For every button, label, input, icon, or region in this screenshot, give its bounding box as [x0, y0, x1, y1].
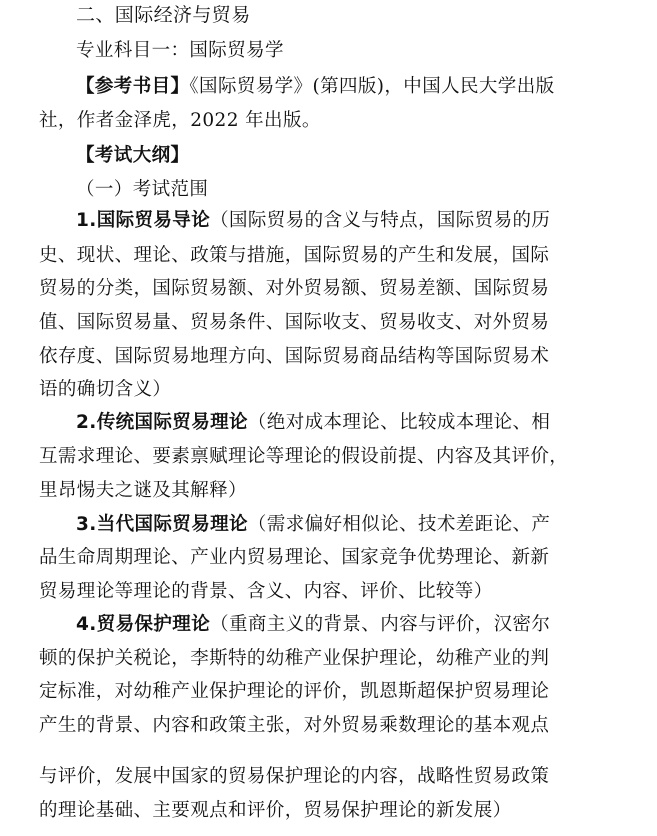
- item-1-line-3: 贸易的分类，国际贸易额、对外贸易额、贸易差额、国际贸易: [39, 278, 550, 299]
- item-4-line-2: 顿的保护关税论，李斯特的幼稚产业保护理论，幼稚产业的判: [39, 648, 550, 669]
- item-1-line-6: 语的确切含义）: [39, 379, 172, 400]
- reference-label: 【参考书目】: [76, 76, 190, 97]
- item-3-heading: 3.当代国际贸易理论: [76, 514, 248, 535]
- item-3-line-3: 贸易理论等理论的背景、含义、内容、评价、比较等）: [39, 581, 493, 602]
- item-2-text: （绝对成本理论、比较成本理论、相: [247, 412, 551, 433]
- item-4-line-4: 产生的背景、内容和政策主张，对外贸易乘数理论的基本观点: [39, 715, 550, 736]
- item-2-line-3: 里昂惕夫之谜及其解释）: [39, 480, 247, 501]
- item-1-line-2: 史、现状、理论、政策与措施，国际贸易的产生和发展，国际: [39, 245, 550, 266]
- item-1-text: （国际贸易的含义与特点，国际贸易的历: [210, 210, 551, 231]
- item-3-line-2: 品生命周期理论、产业内贸易理论、国家竞争优势理论、新新: [39, 547, 550, 568]
- item-4-line-5: 与评价，发展中国家的贸易保护理论的内容，战略性贸易政策: [39, 766, 550, 787]
- item-4-line-1: [76, 612, 550, 638]
- item-4-heading: 4.贸易保护理论: [76, 614, 211, 635]
- outline-label: 【考试大纲】: [76, 145, 190, 166]
- item-4-text: （重商主义的背景、内容与评价，汉密尔: [210, 614, 551, 635]
- section-title: 二、国际经济与贸易: [76, 4, 251, 26]
- item-1-heading: 1.国际贸易导论: [76, 210, 211, 231]
- item-4-line-6: 的理论基础、主要观点和评价，贸易保护理论的新发展）: [39, 800, 512, 821]
- reference-line-1: [76, 74, 555, 100]
- reference-text-1: 《国际贸易学》(第四版)，中国人民大学出版: [189, 76, 555, 97]
- item-1-line-5: 依存度、国际贸易地理方向、国际贸易商品结构等国际贸易术: [39, 346, 550, 367]
- scope-label: （一）考试范围: [76, 179, 209, 200]
- item-2-line-2: 互需求理论、要素禀赋理论等理论的假设前提、内容及其评价，: [39, 446, 569, 467]
- subject-line: 专业科目一：国际贸易学: [76, 40, 284, 61]
- item-4-line-3: 定标准，对幼稚产业保护理论的评价，凯恩斯超保护贸易理论: [39, 681, 550, 702]
- item-1-line-1: [76, 208, 550, 234]
- item-3-line-1: [76, 512, 550, 538]
- item-2-line-1: [76, 410, 550, 436]
- reference-line-2: 社，作者金泽虎，2022 年出版。: [39, 110, 321, 131]
- item-2-heading: 2.传统国际贸易理论: [76, 412, 248, 433]
- item-3-text: （需求偏好相似论、技术差距论、产: [247, 514, 551, 535]
- item-1-line-4: 值、国际贸易量、贸易条件、国际收支、贸易收支、对外贸易: [39, 312, 550, 333]
